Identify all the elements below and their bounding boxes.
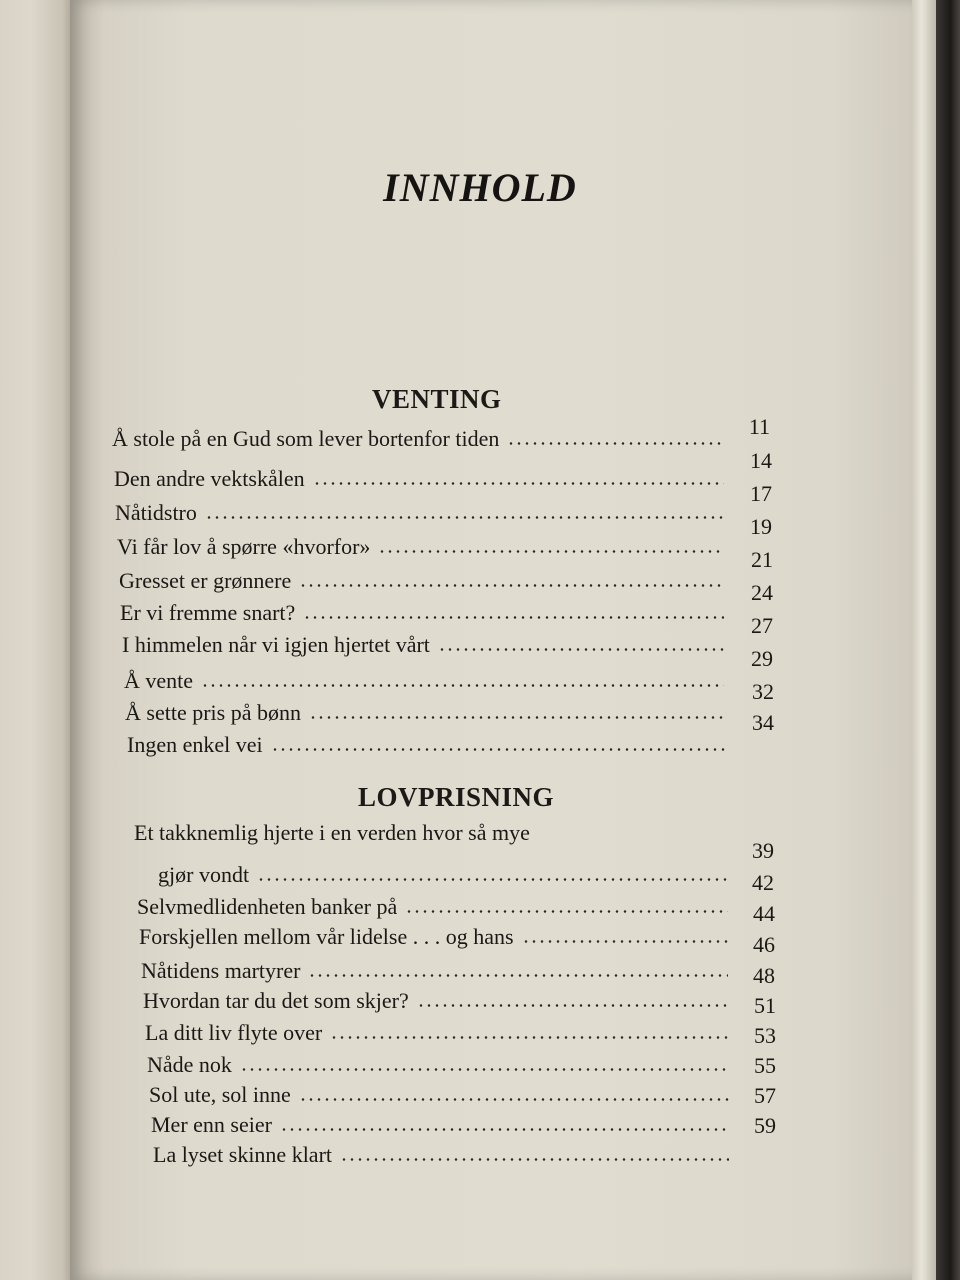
toc-leader-dots bbox=[417, 1004, 728, 1007]
toc-entry-label: Selvmedlidenheten banker på bbox=[137, 894, 398, 919]
toc-entry-page: 14 bbox=[750, 448, 772, 473]
toc-entry-label: Forskjellen mellom vår lidelse . . . og hans bbox=[139, 924, 514, 949]
toc-entry bbox=[119, 560, 724, 594]
toc-entry bbox=[153, 1134, 729, 1168]
toc-entry-label: Nåtidstro bbox=[115, 500, 197, 525]
toc-entry-page: 44 bbox=[753, 901, 775, 926]
toc-entry bbox=[139, 916, 728, 950]
toc-entry-page: 46 bbox=[753, 932, 775, 957]
toc-entry-page: 55 bbox=[754, 1053, 776, 1078]
toc-entry-label: La lyset skinne klart bbox=[153, 1142, 333, 1167]
toc-leader-dots bbox=[340, 1158, 729, 1161]
toc-leader-dots bbox=[280, 1128, 729, 1131]
toc-entry bbox=[127, 724, 725, 758]
toc-entry-label: Mer enn seier bbox=[151, 1112, 272, 1137]
toc-leader-dots bbox=[309, 716, 724, 719]
page-title: INNHOLD bbox=[383, 165, 577, 210]
toc-entry-label: Å stole på en Gud som lever bortenfor tiden bbox=[112, 426, 500, 451]
toc-entry bbox=[149, 1074, 729, 1108]
section-title-lovprisning: LOVPRISNING bbox=[358, 782, 555, 812]
toc-entry-label: Nåde nok bbox=[147, 1052, 232, 1077]
toc-leader-dots bbox=[240, 1068, 729, 1071]
toc-leader-dots bbox=[201, 684, 724, 687]
toc-entry-page: 51 bbox=[754, 993, 776, 1018]
toc-entry-page: 57 bbox=[754, 1083, 776, 1108]
toc-entry bbox=[137, 886, 728, 920]
toc-entry bbox=[117, 526, 724, 560]
toc-entry-page: 29 bbox=[751, 646, 773, 671]
toc-entry-label-line1: Et takknemlig hjerte i en verden hvor så mye bbox=[134, 820, 530, 845]
toc-entry-page: 21 bbox=[751, 547, 773, 572]
toc-leader-dots bbox=[299, 1098, 729, 1101]
toc-entry bbox=[112, 418, 724, 452]
toc-entry-page: 11 bbox=[748, 414, 770, 439]
toc-entry-page: 42 bbox=[752, 870, 774, 895]
toc-entry-label: La ditt liv flyte over bbox=[145, 1020, 323, 1045]
toc-entry-page: 34 bbox=[752, 710, 774, 735]
toc-entry-label: gjør vondt bbox=[158, 862, 250, 887]
toc-entry bbox=[120, 592, 724, 626]
toc-entry bbox=[141, 950, 728, 984]
toc-leader-dots bbox=[378, 550, 724, 553]
toc-entry bbox=[147, 1044, 729, 1078]
toc-leader-dots bbox=[313, 482, 724, 485]
toc-entry-label: Hvordan tar du det som skjer? bbox=[143, 988, 409, 1013]
toc-entry bbox=[151, 1104, 729, 1138]
section-title-venting: VENTING bbox=[372, 384, 502, 414]
toc-entry bbox=[122, 624, 724, 658]
toc-entry-label: Sol ute, sol inne bbox=[149, 1082, 291, 1107]
toc-entry-label: Nåtidens martyrer bbox=[141, 958, 301, 983]
toc-entry bbox=[115, 492, 724, 526]
toc-entry-page: 48 bbox=[753, 963, 775, 988]
toc-leader-dots bbox=[205, 516, 724, 519]
toc-leader-dots bbox=[330, 1036, 728, 1039]
toc-leader-dots bbox=[438, 648, 724, 651]
toc-entry bbox=[158, 854, 728, 888]
toc-entry-page: 19 bbox=[750, 514, 772, 539]
toc-entry-label: Er vi fremme snart? bbox=[120, 600, 296, 625]
toc-entry-page: 17 bbox=[750, 481, 772, 506]
toc-leader-dots bbox=[522, 940, 728, 943]
toc-entry-label: Å vente bbox=[124, 668, 194, 693]
toc-entry bbox=[143, 980, 728, 1014]
toc-entry bbox=[145, 1012, 728, 1046]
toc-leader-dots bbox=[303, 616, 724, 619]
toc-leader-dots bbox=[507, 442, 724, 445]
toc-leader-dots bbox=[257, 878, 728, 881]
toc-leader-dots bbox=[299, 584, 724, 587]
toc-entry-label: Å sette pris på bønn bbox=[125, 700, 301, 725]
toc-entry bbox=[114, 458, 724, 492]
toc-entry-label: Vi får lov å spørre «hvorfor» bbox=[117, 534, 371, 559]
toc-entry-page: 32 bbox=[752, 679, 774, 704]
toc-entry-label: Ingen enkel vei bbox=[127, 732, 263, 757]
toc-entry-page: 24 bbox=[751, 580, 773, 605]
toc-leader-dots bbox=[271, 748, 725, 751]
toc-entry-label: I himmelen når vi igjen hjertet vårt bbox=[122, 632, 430, 657]
toc-entry-page: 59 bbox=[754, 1113, 776, 1138]
toc-entry-label: Gresset er grønnere bbox=[119, 568, 292, 593]
toc-entry-page: 27 bbox=[751, 613, 773, 638]
toc-leader-dots bbox=[308, 974, 728, 977]
toc-entry-label: Den andre vektskålen bbox=[114, 466, 305, 491]
toc-entry bbox=[125, 692, 724, 726]
toc-entry-page: 53 bbox=[754, 1023, 776, 1048]
toc-leader-dots bbox=[405, 910, 728, 913]
toc-entry bbox=[124, 660, 724, 694]
toc-entry-page: 39 bbox=[752, 838, 774, 863]
